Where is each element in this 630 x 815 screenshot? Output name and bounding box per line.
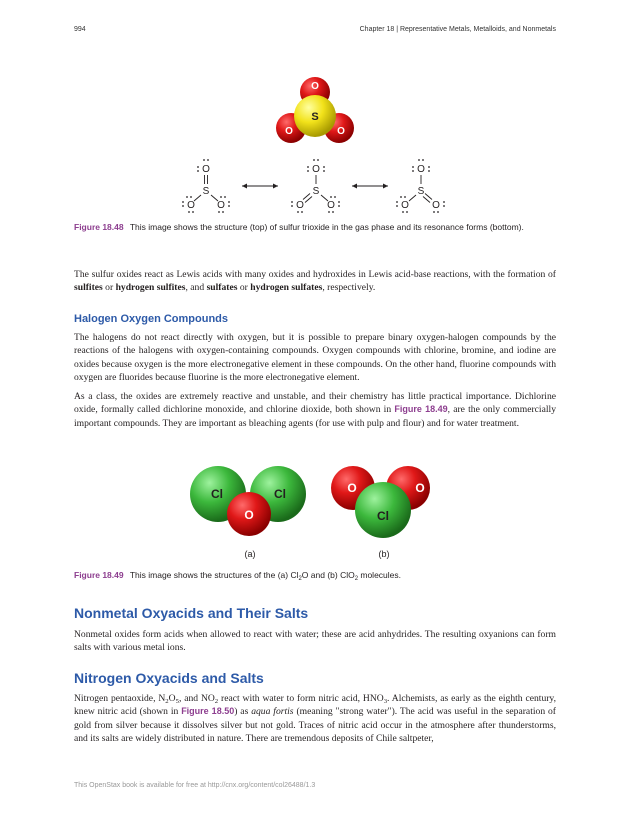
nitrogen-oxyacids-paragraph: Nitrogen pentaoxide, $N_2O_5$, and $NO_2$ react with water to form nitric acid, $HNO_3$. Alchemists, as early as the eighth century, knew nitric acid (shown in Figure 18.50) as aqua fortis (meaning "strong water"). The acid was useful in the separation of gold from silver because it dissolves silver but not gold. Traces of nitric acid occur in the atmosphere after thunderstorms, and its salts are widely distributed in nature. There are tremendous deposits of Chile saltpeter, — [74, 693, 557, 745]
figure-18-49-label-a: (a) — [244, 549, 256, 559]
svg-text:O: O — [327, 200, 335, 211]
svg-text:O: O — [401, 200, 409, 211]
svg-text:O: O — [296, 200, 304, 211]
figure-18-50-link[interactable]: Figure 18.50 — [181, 706, 235, 717]
nitrogen-oxyacids-heading: Nitrogen Oxyacids and Salts — [74, 670, 264, 686]
svg-text:O: O — [217, 200, 225, 211]
svg-text:O: O — [312, 164, 320, 175]
so3-label-s: S — [311, 111, 319, 123]
svg-text:O: O — [187, 200, 195, 211]
so3-space-filling-model — [268, 76, 364, 146]
cl2o-model — [190, 466, 306, 536]
svg-text:O: O — [202, 164, 210, 175]
resonance-arrow-2 — [352, 184, 388, 189]
figure-18-48-label: Figure 18.48 — [74, 222, 124, 232]
figure-18-48-caption — [74, 222, 534, 233]
svg-text:S: S — [202, 186, 210, 197]
nonmetal-oxyacids-paragraph: Nonmetal oxides form acids when allowed to react with water; these are acid anhydrides. The resulting oxyanions can form salts with various metal ions. — [74, 629, 556, 654]
page-number: 994 — [74, 26, 86, 33]
figure-18-49-molecules — [188, 462, 438, 562]
svg-text:S: S — [417, 186, 425, 197]
figure-18-49-link[interactable]: Figure 18.49 — [394, 404, 448, 415]
resonance-structure-2 — [291, 159, 340, 213]
so3-label-o-right: O — [337, 126, 345, 137]
halogen-paragraph-2: As a class, the oxides are extremely reactive and unstable, and their chemistry has little practical importance. Dichlorine oxide, formally called dichlorine monoxide, and chlorine dioxide, both shown in Figure 18.49, are the only commercially important compounds. They are important as bleaching agents (for use with pulp and flour) and for water treatment. — [74, 391, 556, 429]
svg-text:Cl: Cl — [211, 487, 223, 501]
resonance-structure-1 — [182, 159, 230, 213]
svg-text:Cl: Cl — [377, 509, 389, 523]
svg-text:O: O — [432, 200, 440, 211]
figure-18-49-label-b: (b) — [378, 549, 390, 559]
nonmetal-oxyacids-heading: Nonmetal Oxyacids and Their Salts — [74, 605, 309, 621]
clo2-model — [331, 466, 430, 538]
svg-text:O: O — [415, 481, 425, 495]
figure-18-49-label: Figure 18.49 — [74, 570, 124, 580]
resonance-structure-3 — [396, 159, 445, 213]
svg-text:O: O — [417, 164, 425, 175]
svg-text:S: S — [312, 186, 320, 197]
sulfur-oxides-paragraph: The sulfur oxides react as Lewis acids with many oxides and hydroxides in Lewis acid-base reactions, with the formation of sulfites or hydrogen sulfites, and sulfates or hydrogen sulfates, respectively. — [74, 269, 556, 294]
halogen-oxygen-heading: Halogen Oxygen Compounds — [74, 313, 229, 325]
chapter-header: Chapter 18 | Representative Metals, Metalloids, and Nonmetals — [359, 26, 556, 33]
page-footer: This OpenStax book is available for free at http://cnx.org/content/col26488/1.3 — [74, 782, 316, 789]
halogen-paragraph-1: The halogens do not react directly with oxygen, but it is possible to prepare binary oxygen-halogen compounds by the reactions of the halogens with oxygen-containing compounds. Oxygen compounds with chlorine, bromine, and iodine are oxides because oxygen is the more electronegative element in these compounds. On the other hand, fluorine compounds with oxygen are fluorides because fluorine is the more electronegative element. — [74, 332, 556, 384]
figure-18-49-caption: Figure 18.49 This image shows the structures of the (a) $Cl_2O$ and (b) ClO$_2$ molecules. — [74, 570, 402, 582]
so3-label-o-top: O — [311, 81, 319, 92]
figure-18-48-caption-text: This image shows the structure (top) of sulfur trioxide in the gas phase and its resonance forms (bottom). — [129, 222, 524, 232]
svg-text:O: O — [244, 508, 254, 522]
svg-text:O: O — [347, 481, 357, 495]
so3-resonance-structures — [176, 158, 456, 216]
svg-text:Cl: Cl — [274, 487, 286, 501]
resonance-arrow-1 — [242, 184, 278, 189]
so3-label-o-left: O — [285, 126, 293, 137]
